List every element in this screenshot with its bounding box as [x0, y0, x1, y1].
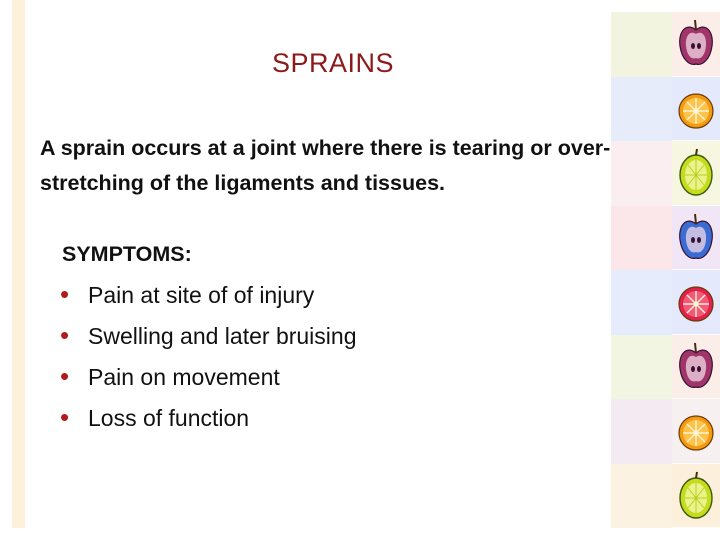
symptom-text: Swelling and later bruising [88, 323, 357, 349]
fruit-row [611, 335, 720, 400]
bullet-icon: • [60, 361, 70, 391]
decor-cell [672, 335, 720, 400]
bullet-icon: • [60, 320, 70, 350]
decor-cell [611, 206, 672, 271]
decor-cell [672, 12, 720, 77]
list-item [60, 279, 357, 323]
fruit-row [611, 270, 720, 335]
lime-half-icon [676, 470, 716, 522]
fruit-row [611, 399, 720, 464]
symptom-text: Pain on movement [88, 364, 280, 390]
symptom-text: Loss of function [88, 405, 250, 431]
decor-cell [672, 141, 720, 206]
fruit-row [611, 206, 720, 271]
symptoms-heading: SYMPTOMS: [62, 242, 192, 266]
decor-cell [611, 12, 672, 77]
fruit-row [611, 141, 720, 206]
fruit-decor-column [611, 12, 720, 528]
decor-cell [611, 399, 672, 464]
decor-cell [672, 464, 720, 529]
orange-slice-icon [676, 83, 716, 135]
decor-cell [611, 77, 672, 142]
list-item [60, 320, 357, 364]
decor-cell [611, 141, 672, 206]
intro-paragraph: A sprain occurs at a joint where there is tearing or over-stretching of the ligaments and tissues. [40, 136, 611, 195]
decor-cell [672, 270, 720, 335]
fruit-row [611, 12, 720, 77]
symptom-list [60, 279, 357, 446]
decor-cell [672, 206, 720, 271]
fruit-row [611, 77, 720, 142]
list-item [60, 361, 357, 405]
apple-half-icon [676, 18, 716, 70]
decor-cell [672, 399, 720, 464]
fruit-row [611, 464, 720, 529]
lime-half-icon [676, 147, 716, 199]
bullet-icon: • [60, 279, 70, 309]
left-accent-bar [12, 0, 25, 528]
decor-cell [611, 464, 672, 529]
list-item [60, 402, 357, 446]
orange-slice-icon [676, 405, 716, 457]
bullet-icon: • [60, 402, 70, 432]
apple-half-icon [676, 341, 716, 393]
decor-cell [672, 77, 720, 142]
grapefruit-slice-icon [676, 276, 716, 328]
apple-half-icon [676, 212, 716, 264]
slide-title: SPRAINS [271, 48, 395, 78]
decor-cell [611, 335, 672, 400]
symptom-text: Pain at site of of injury [88, 282, 315, 308]
decor-cell [611, 270, 672, 335]
